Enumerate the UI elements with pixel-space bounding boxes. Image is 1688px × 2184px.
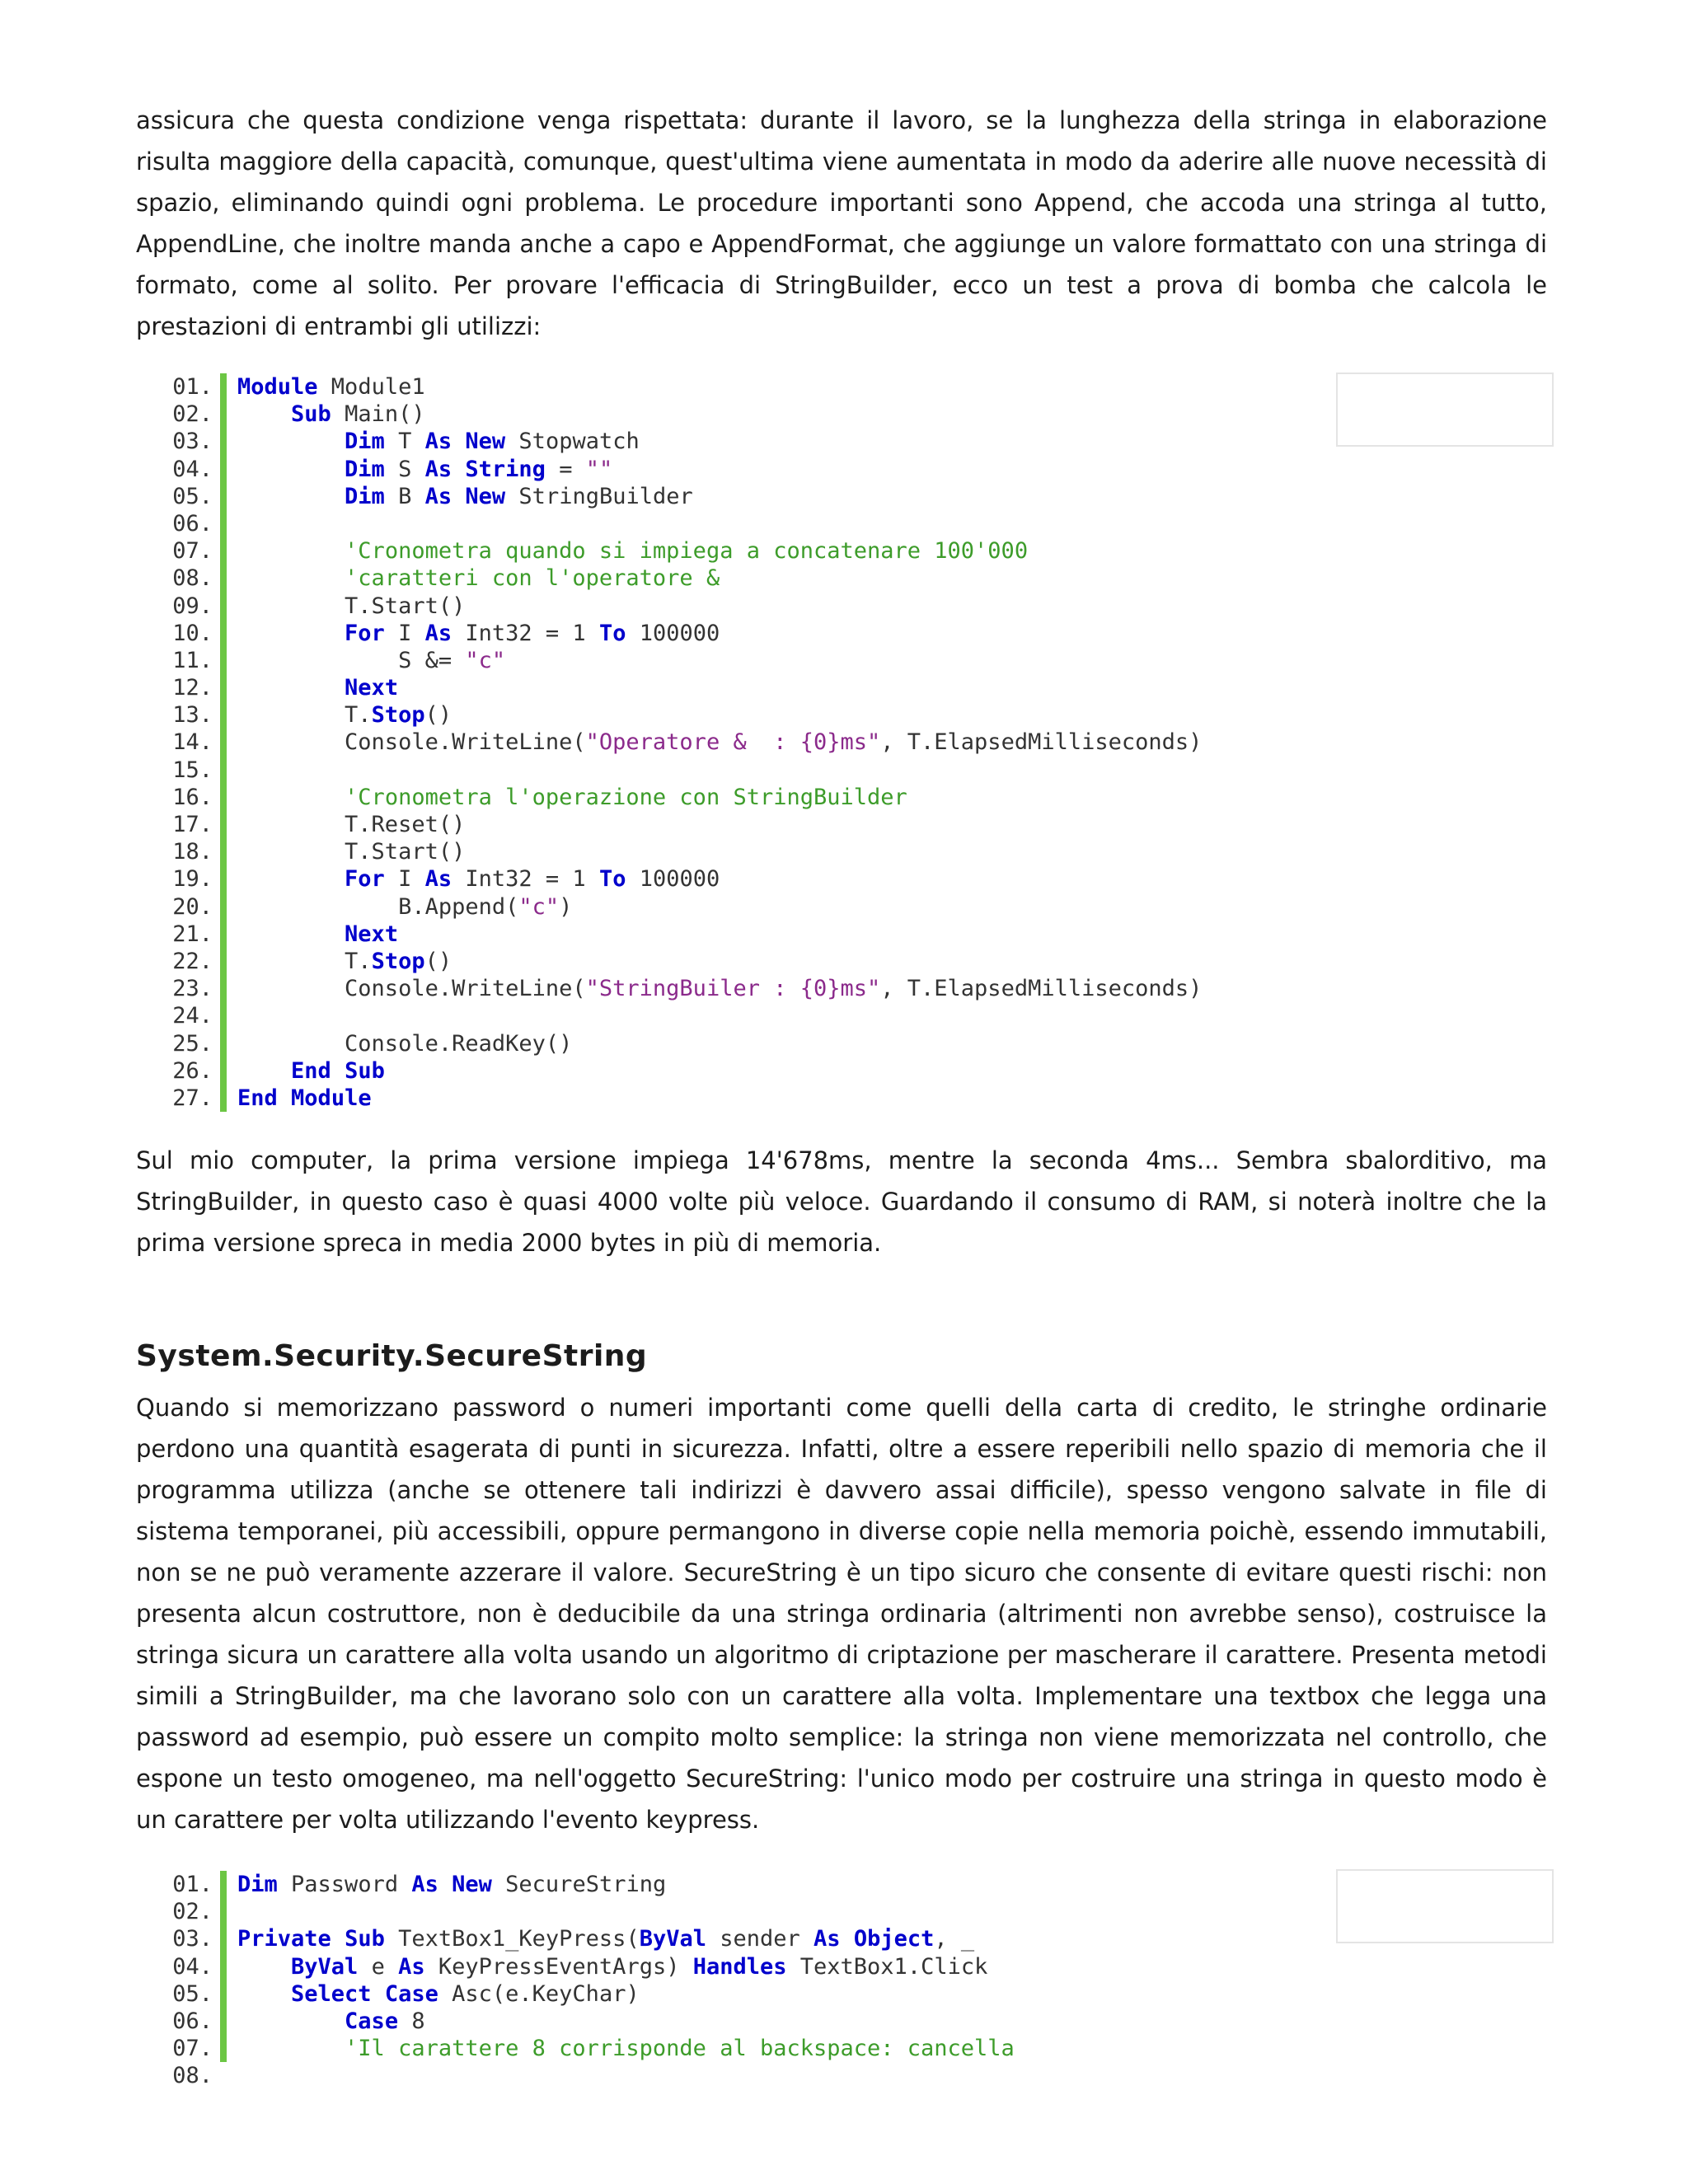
line-number: 02.	[172, 1899, 213, 1925]
code-token: I	[384, 620, 425, 646]
code-token	[331, 1058, 345, 1084]
code-token: I	[384, 866, 425, 893]
code-token: Next	[345, 675, 399, 701]
code-gutter-bar	[220, 1925, 227, 1952]
code-token	[237, 538, 345, 564]
code-token: Dim	[345, 483, 385, 509]
code-text	[237, 647, 505, 674]
code-gutter-bar	[220, 811, 227, 838]
code-token	[237, 1058, 291, 1084]
line-number: 05.	[172, 483, 213, 509]
code-token: Stop	[371, 948, 425, 974]
code-token: "c"	[465, 647, 506, 673]
line-number: 02.	[172, 401, 213, 428]
code-text	[237, 729, 1202, 756]
code-token: Object	[853, 1926, 935, 1952]
code-text	[237, 620, 720, 647]
code-token: ByVal	[639, 1926, 706, 1952]
code-token: For	[345, 620, 385, 646]
code-token: e	[358, 1953, 399, 1980]
code-text	[237, 893, 572, 921]
code-token: As	[398, 1953, 425, 1980]
code-token	[237, 2036, 345, 2061]
code-token: 100000	[626, 620, 720, 646]
code-text	[237, 1057, 385, 1085]
code-gutter-bar	[220, 537, 227, 565]
code-token: As	[424, 429, 452, 455]
code-token	[278, 1085, 291, 1111]
code-text	[237, 1085, 372, 1112]
line-number: 19.	[172, 866, 213, 893]
code-gutter-bar	[220, 456, 227, 483]
code-text	[237, 537, 1028, 565]
code-gutter-bar	[220, 483, 227, 510]
line-number: 10.	[172, 620, 213, 646]
code-gutter-bar	[220, 975, 227, 1002]
code-gutter-bar	[220, 1871, 227, 1898]
code-token	[237, 785, 345, 810]
code-token: New	[465, 483, 506, 509]
code-token: Case	[345, 2008, 399, 2034]
line-number: 26.	[172, 1057, 213, 1084]
line-number: 24.	[172, 1003, 213, 1029]
code-text	[237, 1953, 987, 1980]
code-token: , _	[934, 1926, 975, 1952]
code-token	[237, 675, 345, 701]
code-token: Private	[237, 1926, 331, 1952]
code-gutter-bar	[220, 401, 227, 428]
code-text	[237, 428, 640, 455]
code-token: , T.ElapsedMilliseconds)	[880, 729, 1203, 756]
code-token: T.Start()	[237, 593, 466, 619]
code-gutter-bar	[220, 593, 227, 620]
code-token: Console.ReadKey()	[237, 1030, 573, 1057]
code-token: To	[598, 866, 626, 893]
code-token	[237, 429, 345, 454]
code-token	[237, 484, 345, 509]
code-token: ()	[424, 702, 452, 729]
line-number: 21.	[172, 921, 213, 947]
code-token: TextBox1.Click	[786, 1953, 988, 1980]
code-token: sender	[706, 1926, 814, 1952]
code-token: Dim	[345, 456, 385, 482]
code-token: End	[291, 1057, 331, 1084]
code-token	[237, 1954, 291, 1980]
code-token: =	[545, 456, 586, 482]
code-gutter-bar	[220, 1002, 227, 1029]
line-number: 04.	[172, 1953, 213, 1980]
code-token: "Operatore & : {0}ms"	[585, 729, 881, 756]
line-number: 20.	[172, 893, 213, 920]
code-token: Console.WriteLine(	[237, 976, 586, 1002]
code-token	[237, 2008, 345, 2034]
code-token: )	[559, 893, 573, 920]
line-number: 03.	[172, 1926, 213, 1952]
code-token: Asc(e.KeyChar)	[438, 1980, 640, 2007]
code-text	[237, 811, 465, 838]
code-token: Module	[237, 374, 318, 400]
code-token: 8	[398, 2008, 425, 2034]
code-token: B	[384, 483, 425, 509]
code-token	[237, 866, 345, 892]
code-token: Sub	[345, 1057, 385, 1084]
code-text	[237, 593, 465, 620]
code-token: Handles	[692, 1953, 787, 1980]
code-gutter-bar	[220, 729, 227, 756]
line-number: 12.	[172, 675, 213, 701]
code-gutter-bar	[220, 674, 227, 701]
code-text	[237, 975, 1202, 1002]
code-token: 'Il carattere 8 corrisponde al backspace: cancella	[345, 2036, 1015, 2062]
code-text	[237, 865, 720, 893]
code-token: T.	[237, 948, 372, 974]
code-text	[237, 838, 465, 865]
code-token: ""	[585, 456, 613, 482]
line-number: 08.	[172, 2063, 213, 2089]
code-text	[237, 784, 907, 811]
code-token: New	[452, 1872, 492, 1897]
code-text	[237, 565, 720, 592]
code-text	[237, 921, 398, 948]
code-token: Stopwatch	[505, 429, 640, 455]
code-token: Int32 = 1	[452, 620, 599, 646]
code-token: "c"	[518, 893, 560, 920]
line-number: 07.	[172, 2036, 213, 2062]
code-token: SecureString	[491, 1872, 667, 1897]
code-gutter-bar	[220, 373, 227, 401]
line-number: 06.	[172, 2008, 213, 2034]
code-token: B.Append(	[237, 893, 519, 920]
code-text	[237, 2008, 425, 2035]
code-token	[372, 1981, 385, 2007]
code-token: S &=	[237, 647, 466, 673]
code-token: String	[465, 456, 546, 482]
line-number: 15.	[172, 757, 213, 783]
line-number: 09.	[172, 593, 213, 619]
line-number: 13.	[172, 702, 213, 729]
code-token	[438, 1872, 452, 1897]
code-token: Stop	[371, 702, 425, 729]
code-token: For	[345, 866, 385, 893]
code-token	[331, 1926, 345, 1952]
code-gutter-bar	[220, 921, 227, 948]
code-token: As	[424, 483, 452, 509]
line-number: 03.	[172, 429, 213, 455]
code-token	[237, 1981, 291, 2007]
code-text	[237, 948, 452, 975]
code-token: To	[598, 620, 626, 646]
code-token: "StringBuiler : {0}ms"	[585, 976, 881, 1002]
code-token: ()	[424, 948, 452, 974]
code-token: Module1	[317, 374, 425, 400]
code-token: Int32 = 1	[452, 866, 599, 893]
code-text	[237, 483, 693, 510]
line-number: 17.	[172, 812, 213, 837]
code-token: StringBuilder	[505, 483, 693, 509]
code-gutter-bar	[220, 893, 227, 921]
code-token	[452, 429, 465, 454]
code-gutter-bar	[220, 784, 227, 811]
code-text	[237, 1980, 640, 2008]
code-token: 'Cronometra l'operazione con StringBuilder	[345, 784, 907, 810]
code-gutter-bar	[220, 2062, 227, 2089]
line-number: 06.	[172, 510, 213, 537]
section-heading: System.Security.SecureString	[136, 1339, 648, 1373]
line-number: 04.	[172, 456, 213, 482]
code-token: Sub	[291, 401, 331, 428]
code-token: 100000	[626, 866, 720, 893]
paragraph-securestring: Quando si memorizzano password o numeri importanti come quelli della carta di credito, le stringhe ordinarie perdono una quantità esagerata di punti in sicurezza. Infatti, oltre a essere reperibili nello spazio di memoria che il programma utilizza (anche se ottenere tali indirizzi è davvero assai difficile), spesso vengono salvate in file di sistema temporanei, più accessibili, oppure permangono in diverse copie nella memoria poichè, essendo immutabili, non se ne può veramente azzerare il valore. SecureString è un tipo sicuro che consente di evitare questi rischi: non presenta alcun costruttore, non è deducibile da una stringa ordinaria (altrimenti non avrebbe senso), costruisce la stringa sicura un carattere alla volta usando un algoritmo di criptazione per mascherare il carattere. Presenta metodi simili a StringBuilder, ma che lavorano solo con un carattere alla volta. Implementare una textbox che legga una password ad esempio, può essere un compito molto semplice: la stringa non viene memorizzata nel controllo, che espone un testo omogeneo, ma nell'oggetto SecureString: l'unico modo per costruire una stringa in questo modo è un carattere per volta utilizzando l'evento keypress.	[136, 1394, 1547, 1834]
code-token: Select	[291, 1980, 372, 2007]
code-gutter-bar	[220, 1030, 227, 1057]
line-number: 07.	[172, 538, 213, 565]
code-gutter-bar	[220, 2035, 227, 2062]
line-number: 25.	[172, 1030, 213, 1057]
code-token: Case	[384, 1980, 438, 2007]
line-number: 16.	[172, 784, 213, 810]
code-copy-box[interactable]	[1336, 1869, 1554, 1943]
code-text	[237, 2035, 1015, 2062]
line-number: 01.	[172, 1872, 213, 1897]
code-token: , T.ElapsedMilliseconds)	[880, 976, 1203, 1002]
code-copy-box[interactable]	[1336, 373, 1554, 447]
code-token: New	[465, 429, 506, 455]
code-text	[237, 1925, 974, 1952]
line-number: 22.	[172, 948, 213, 974]
code-token: Main()	[331, 401, 425, 428]
code-token: Sub	[345, 1926, 385, 1952]
code-token	[841, 1926, 854, 1952]
code-token: T.Reset()	[237, 812, 466, 837]
code-token: End	[237, 1085, 278, 1111]
code-token	[237, 565, 345, 591]
code-text	[237, 701, 452, 729]
line-number: 14.	[172, 729, 213, 756]
code-token: S	[384, 456, 425, 482]
code-gutter-bar	[220, 757, 227, 784]
line-number: 01.	[172, 374, 213, 400]
code-token: As	[411, 1872, 438, 1897]
code-token	[237, 401, 291, 427]
paragraph-intro: assicura che questa condizione venga rispettata: durante il lavoro, se la lunghezza della stringa in elaborazione risulta maggiore della capacità, comunque, quest'ultima viene aumentata in modo da aderire alle nuove necessità di spazio, eliminando quindi ogni problema. Le procedure importanti sono Append, che accoda una stringa al tutto, AppendLine, che inoltre manda anche a capo e AppendFormat, che aggiunge un valore formattato con una stringa di formato, come al solito. Per provare l'efficacia di StringBuilder, ecco un test a prova di bomba che calcola le prestazioni di entrambi gli utilizzi:	[136, 106, 1547, 340]
code-text	[237, 674, 398, 701]
line-number: 23.	[172, 976, 213, 1002]
code-token: 'caratteri con l'operatore &	[345, 565, 720, 592]
code-gutter-bar	[220, 428, 227, 455]
line-number: 11.	[172, 647, 213, 673]
code-token: Dim	[237, 1872, 278, 1897]
code-gutter-bar	[220, 1980, 227, 2008]
code-token: 'Cronometra quando si impiega a concatenare 100'000	[345, 538, 1029, 565]
code-token	[452, 457, 465, 482]
code-gutter-bar	[220, 620, 227, 647]
code-token	[237, 457, 345, 482]
code-token	[237, 921, 345, 947]
code-token: KeyPressEventArgs)	[424, 1953, 693, 1980]
code-token: Console.WriteLine(	[237, 729, 586, 756]
code-text	[237, 373, 425, 401]
code-gutter-bar	[220, 1953, 227, 1980]
code-gutter-bar	[220, 948, 227, 975]
code-text	[237, 1871, 666, 1898]
code-token	[237, 621, 345, 646]
line-number: 27.	[172, 1085, 213, 1111]
code-token: As	[424, 866, 452, 893]
paragraph-result: Sul mio computer, la prima versione impiega 14'678ms, mentre la seconda 4ms... Sembra sbalorditivo, ma StringBuilder, in questo caso è quasi 4000 volte più veloce. Guardando il consumo di RAM, si noterà inoltre che la prima versione spreca in media 2000 bytes in più di memoria.	[136, 1146, 1547, 1257]
code-gutter-bar	[220, 838, 227, 865]
code-text	[237, 1030, 572, 1057]
code-token: As	[814, 1926, 841, 1952]
code-token: T.Start()	[237, 839, 466, 865]
code-gutter-bar	[220, 701, 227, 729]
code-text	[237, 456, 612, 483]
code-token: Module	[291, 1085, 372, 1111]
code-token: TextBox1_KeyPress(	[384, 1926, 640, 1952]
line-number: 08.	[172, 565, 213, 592]
code-token: As	[424, 620, 452, 646]
code-token: Next	[345, 921, 399, 947]
code-gutter-bar	[220, 865, 227, 893]
code-token: T	[384, 429, 425, 455]
code-gutter-bar	[220, 1898, 227, 1925]
code-gutter-bar	[220, 1057, 227, 1085]
code-token	[452, 484, 465, 509]
line-number: 18.	[172, 839, 213, 865]
code-text	[237, 401, 425, 428]
code-gutter-bar	[220, 647, 227, 674]
code-token: ByVal	[291, 1953, 359, 1980]
code-token: As	[424, 456, 452, 482]
code-gutter-bar	[220, 565, 227, 592]
code-token: Password	[277, 1872, 412, 1897]
code-gutter-bar	[220, 2008, 227, 2035]
code-gutter-bar	[220, 1085, 227, 1112]
code-token: Dim	[345, 429, 385, 455]
code-token: T.	[237, 702, 372, 729]
line-number: 05.	[172, 1980, 213, 2007]
code-gutter-bar	[220, 510, 227, 537]
